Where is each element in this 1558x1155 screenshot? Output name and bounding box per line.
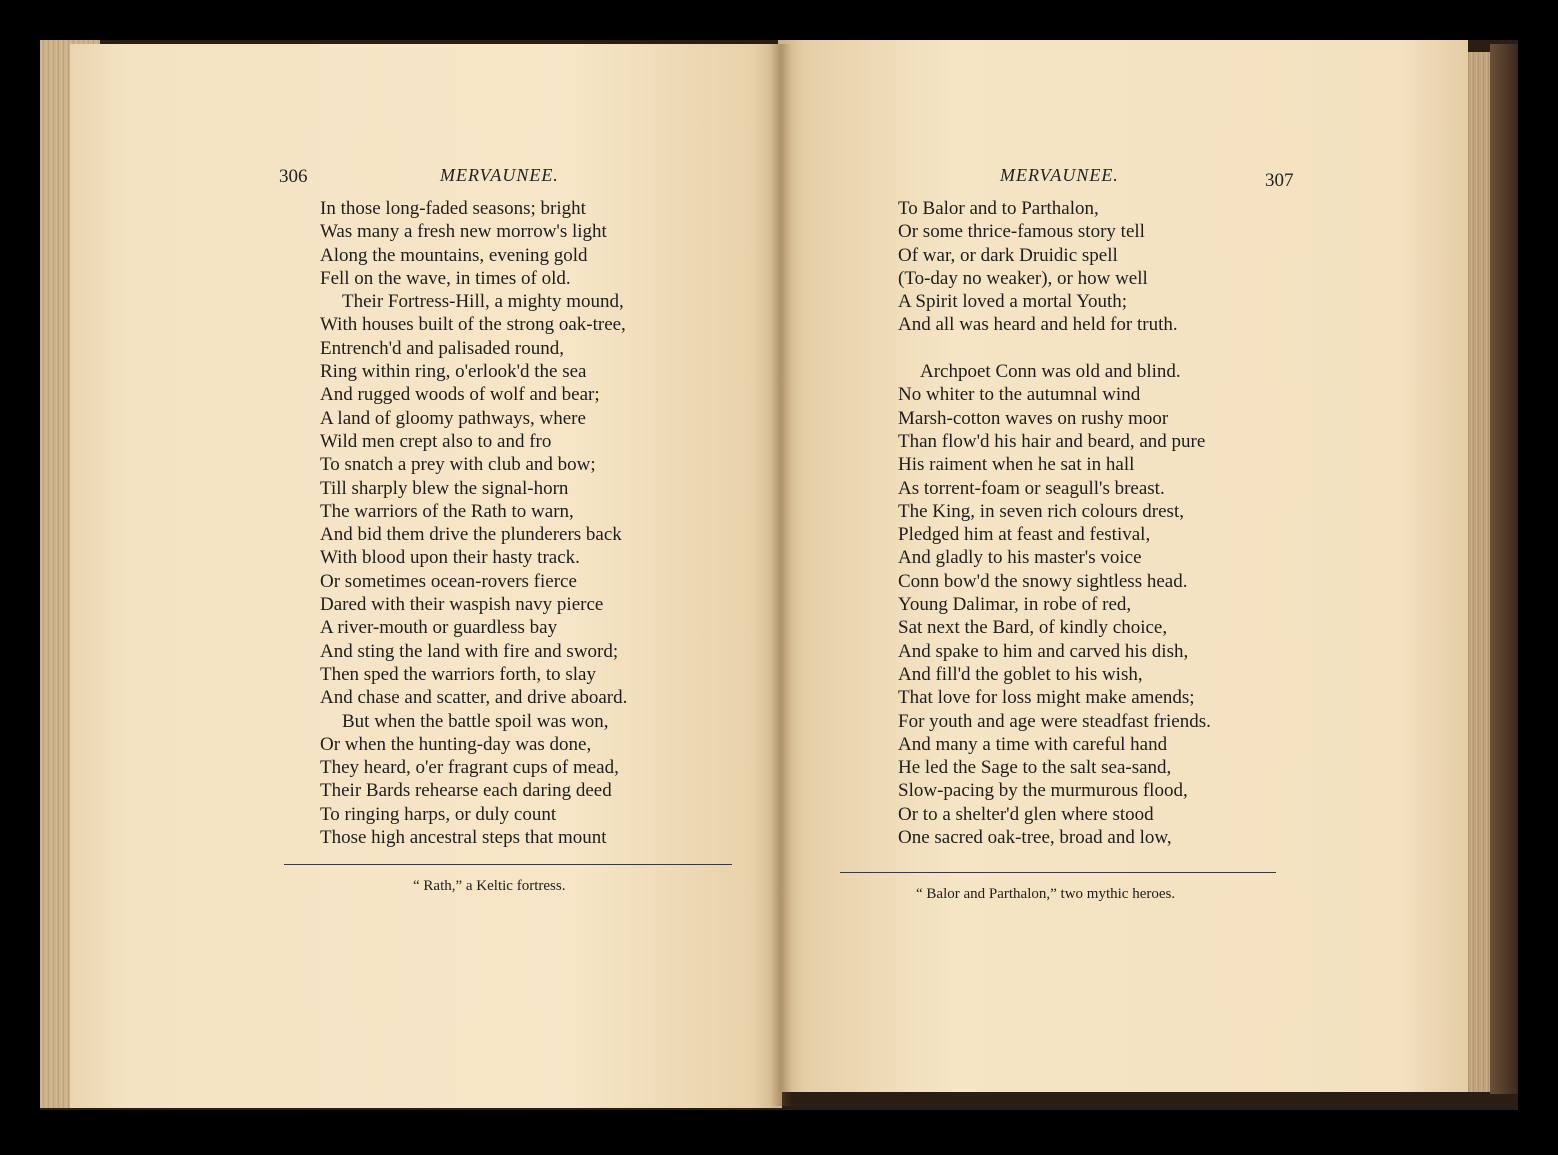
poem-line: But when the battle spoil was won, xyxy=(342,710,609,732)
poem-line: Or to a shelter'd glen where stood xyxy=(898,803,1154,825)
poem-line: To Balor and to Parthalon, xyxy=(898,198,1099,219)
poem-line: He led the Sage to the salt sea-sand, xyxy=(898,757,1172,779)
poem-line: And gladly to his master's voice xyxy=(898,547,1142,569)
left-page-number: 306 xyxy=(279,166,308,187)
poem-line: Pledged him at feast and festival, xyxy=(898,524,1151,546)
poem-line: No whiter to the autumnal wind xyxy=(898,384,1141,406)
poem-line: And chase and scatter, and drive aboard. xyxy=(320,687,628,709)
poem-line: Slow-pacing by the murmurous flood, xyxy=(898,780,1188,802)
poem-line: A Spirit loved a mortal Youth; xyxy=(898,291,1128,313)
poem-line: Or some thrice-famous story tell xyxy=(898,221,1145,243)
poem-line: In those long-faded seasons; bright xyxy=(320,198,586,219)
poem-line: And bid them drive the plunderers back xyxy=(320,524,622,546)
poem-line: Along the mountains, evening gold xyxy=(320,244,588,266)
left-footnote-rule xyxy=(284,864,732,865)
book-gutter xyxy=(770,44,792,1106)
poem-line: Marsh-cotton waves on rushy moor xyxy=(898,407,1169,429)
poem-line: To snatch a prey with club and bow; xyxy=(320,454,596,476)
poem-line: And rugged woods of wolf and bear; xyxy=(320,384,600,406)
poem-line: And sting the land with fire and sword; xyxy=(320,640,619,662)
poem-line: To ringing harps, or duly count xyxy=(320,803,557,825)
poem-line: One sacred oak-tree, broad and low, xyxy=(898,827,1172,849)
poem-line: Young Dalimar, in robe of red, xyxy=(898,594,1132,616)
poem-line: Entrench'd and palisaded round, xyxy=(320,337,565,359)
right-footnote-rule xyxy=(840,872,1276,873)
poem-line: And fill'd the goblet to his wish, xyxy=(898,663,1143,685)
poem-line: A river-mouth or guardless bay xyxy=(320,617,558,639)
poem-line: They heard, o'er fragrant cups of mead, xyxy=(320,757,619,779)
right-page-number: 307 xyxy=(1265,170,1294,191)
left-running-head: MERVAUNEE. xyxy=(440,165,559,185)
poem-line: Till sharply blew the signal-horn xyxy=(320,477,569,499)
poem-line: Ring within ring, o'erlook'd the sea xyxy=(320,361,587,383)
poem-line: Archpoet Conn was old and blind. xyxy=(920,361,1181,383)
left-poem-text xyxy=(320,197,627,849)
poem-line: Than flow'd his hair and beard, and pure xyxy=(898,430,1206,452)
poem-line: Those high ancestral steps that mount xyxy=(320,827,607,849)
book-cover-edge xyxy=(1490,44,1518,1094)
poem-line: That love for loss might make amends; xyxy=(898,687,1195,709)
poem-line: Then sped the warriors forth, to slay xyxy=(320,663,596,685)
poem-line: A land of gloomy pathways, where xyxy=(320,407,586,429)
poem-line xyxy=(898,337,1211,360)
poem-line: Fell on the wave, in times of old. xyxy=(320,267,571,289)
poem-line: For youth and age were steadfast friends. xyxy=(898,710,1211,732)
poem-line: And many a time with careful hand xyxy=(898,733,1168,755)
right-footnote: “ Balor and Parthalon,” two mythic heroes. xyxy=(916,886,1176,902)
poem-line: Was many a fresh new morrow's light xyxy=(320,221,607,243)
poem-line: The warriors of the Rath to warn, xyxy=(320,500,574,522)
poem-line: Of war, or dark Druidic spell xyxy=(898,244,1118,266)
poem-line: Or sometimes ocean-rovers fierce xyxy=(320,570,577,592)
poem-line: His raiment when he sat in hall xyxy=(898,454,1135,476)
poem-line: With blood upon their hasty track. xyxy=(320,547,580,569)
poem-line: As torrent-foam or seagull's breast. xyxy=(898,477,1165,499)
poem-line: With houses built of the strong oak-tree, xyxy=(320,314,626,336)
right-running-head: MERVAUNEE. xyxy=(1000,165,1119,185)
poem-line: Dared with their waspish navy pierce xyxy=(320,594,604,616)
poem-line: Sat next the Bard, of kindly choice, xyxy=(898,617,1168,639)
poem-line: Or when the hunting-day was done, xyxy=(320,733,592,755)
left-footnote: “ Rath,” a Keltic fortress. xyxy=(413,878,566,894)
poem-line: Their Bards rehearse each daring deed xyxy=(320,780,612,802)
poem-line: (To-day no weaker), or how well xyxy=(898,267,1148,289)
poem-line: Conn bow'd the snowy sightless head. xyxy=(898,570,1188,592)
poem-line: Wild men crept also to and fro xyxy=(320,430,552,452)
poem-line: Their Fortress-Hill, a mighty mound, xyxy=(342,291,624,313)
poem-line: And spake to him and carved his dish, xyxy=(898,640,1189,662)
poem-line: The King, in seven rich colours drest, xyxy=(898,500,1184,522)
right-poem-text xyxy=(898,197,1211,849)
poem-line: And all was heard and held for truth. xyxy=(898,314,1178,336)
